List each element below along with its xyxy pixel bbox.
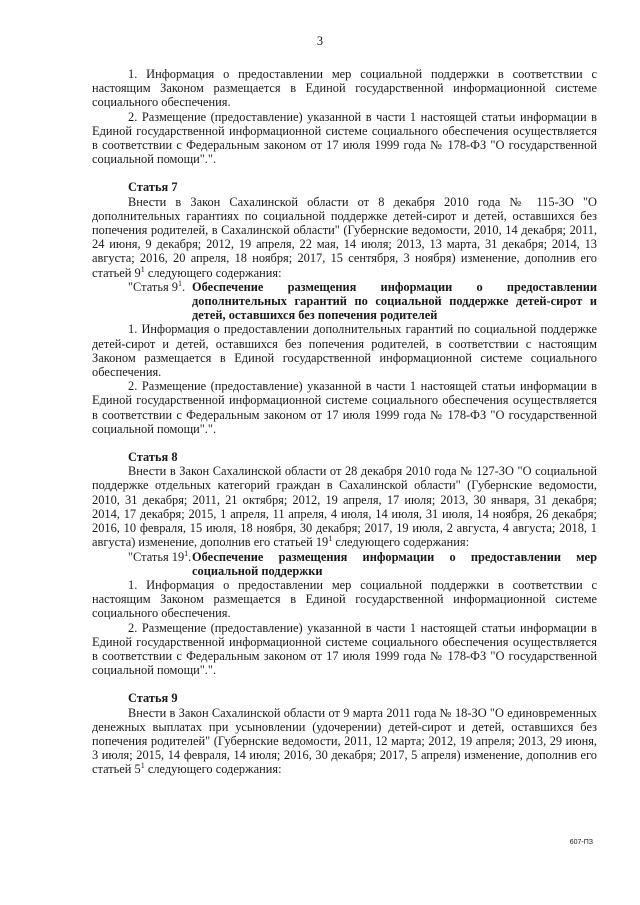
paragraph: 1. Информация о предоставлении мер социальной поддержки в соответствии с настоящим Законом размещается в Единой государственной информационной системе социального обеспечения. bbox=[92, 577, 597, 621]
amendment-paragraph: Внести в Закон Сахалинской области от 8 декабря 2010 года № 115-ЗО "О дополнительных гарантиях по социальной поддержке детей-сирот и детей, оставшихся без попечения родителей, в Сахалинской области" (Губернские ведомости, 2010, 14 декабря; 2011, 24 июня, 9 декабря; 2012, 19 апреля, 22 мая, 14 июля; 2013, 13 марта, 31 декабря; 2014, 13 августа; 2016, 20 апреля, 18 ноября; 2017, 15 сентября, 3 ноября) изменение, дополнив его статьей $9^1$ следующего содержания: bbox=[92, 194, 597, 280]
inserted-article-title: "Статья $9^1$. Обеспечение размещения информации о предоставлении дополнительных гарантий по социальной поддержке детей-сирот и детей, оставшихся без попечения родителей bbox=[128, 278, 597, 323]
page-number: 3 bbox=[316, 34, 324, 48]
paragraph: 2. Размещение (предоставление) указанной в части 1 настоящей статьи информации в Единой государственной информационной системе социального обеспечения осуществляется в соответствии с Федеральным законом от 17 июля 1999 года № 178-ФЗ "О государственной социальной помощи".". bbox=[92, 109, 597, 167]
paragraph: 1. Информация о предоставлении мер социальной поддержки в соответствии с настоящим Законом размещается в Единой государственной информационной системе социального обеспечения. bbox=[92, 67, 597, 110]
article-heading: Статья 7 bbox=[128, 180, 178, 195]
inserted-article-title: "Статья $19^1$. Обеспечение размещения информации о предоставлении мер социальной поддержки bbox=[128, 548, 597, 578]
paragraph: 2. Размещение (предоставление) указанной в части 1 настоящей статьи информации в Единой государственной информационной системе социального обеспечения осуществляется в соответствии с Федеральным законом от 17 июля 1999 года № 178-ФЗ "О государственной социальной помощи".". bbox=[92, 620, 597, 678]
amendment-paragraph: Внести в Закон Сахалинской области от 28 декабря 2010 года № 127-ЗО "О социальной поддержке отдельных категорий граждан в Сахалинской области" (Губернские ведомости, 2010, 31 декабря; 2011, 21 октября; 2012, 19 апреля, 17 июля; 2013, 30 января, 31 декабря; 2014, 17 декабря; 2015, 1 апреля, 11 апреля, 4 июля, 14 июля, 31 июля, 14 ноября, 26 декабря; 2016, 10 февраля, 15 июля, 18 ноября, 30 декабря; 2017, 19 июля, 2 августа, 4 августа; 2018, 1 августа) изменение, дополнив его статьей $19^1$ следующего содержания: bbox=[92, 464, 597, 550]
document-body bbox=[92, 67, 597, 777]
amendment-paragraph: Внести в Закон Сахалинской области от 9 марта 2011 года № 18-ЗО "О единовременных денежных выплатах при усыновлении (удочерении) детей-сирот и детей, оставшихся без попечения родителей" (Губернские ведомости, 2011, 12 марта; 2012, 19 апреля; 2013, 29 июня, 3 июля; 2015, 14 февраля, 14 июля; 2016, 30 декабря; 2017, 5 апреля) изменение, дополнив его статьей $5^1$ следующего содержания: bbox=[92, 705, 597, 777]
paragraph: 1. Информация о предоставлении дополнительных гарантий по социальной поддержке детей-сирот и детей, оставшихся без попечения родителей, в соответствии с настоящим Законом размещается в Единой государственной информационной системе социального обеспечения. bbox=[92, 322, 597, 380]
article-heading: Статья 9 bbox=[128, 691, 178, 706]
article-heading: Статья 8 bbox=[128, 450, 178, 465]
paragraph: 2. Размещение (предоставление) указанной в части 1 настоящей статьи информации в Единой государственной информационной системе социального обеспечения осуществляется в соответствии с Федеральным законом от 17 июля 1999 года № 178-ФЗ "О государственной социальной помощи".". bbox=[92, 379, 597, 436]
document-code: 607-ПЗ bbox=[569, 839, 593, 846]
